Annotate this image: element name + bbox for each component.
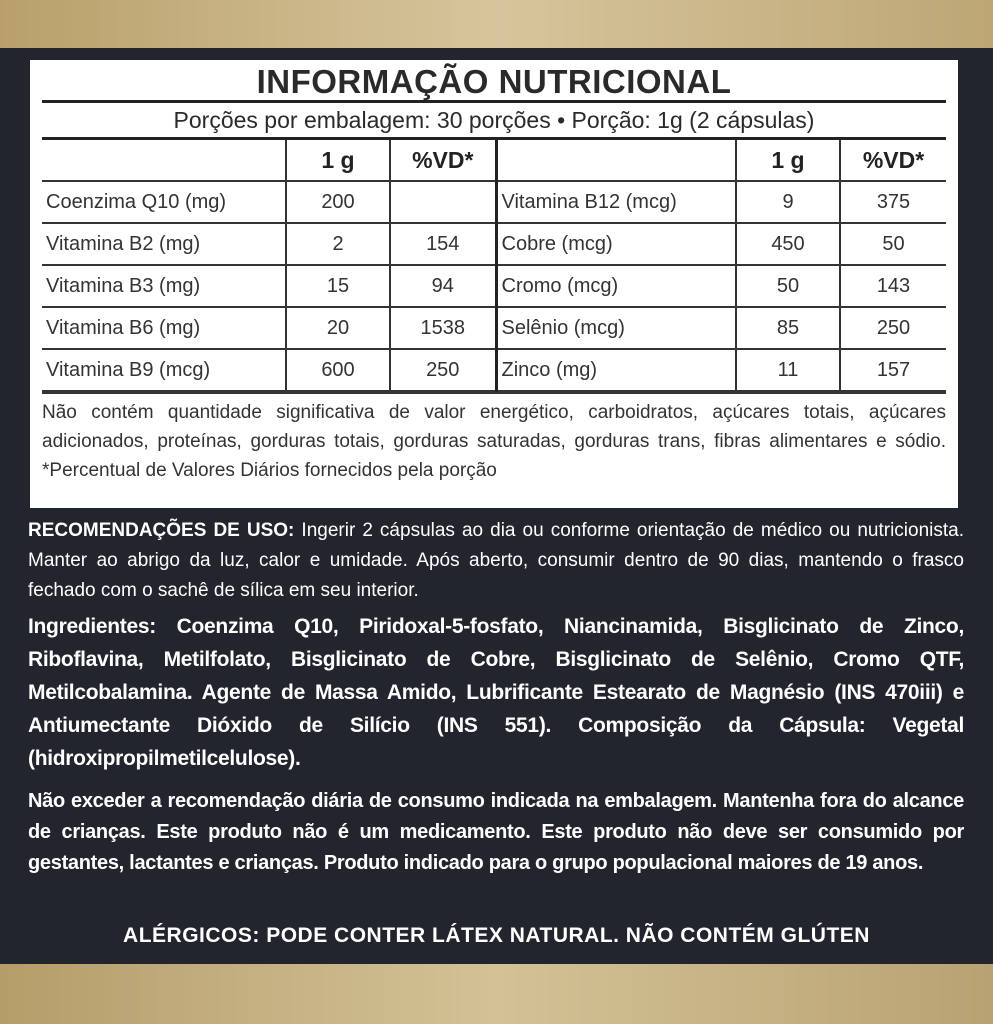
table-row	[42, 265, 946, 307]
usage-recommendations	[28, 516, 964, 606]
table-row	[42, 349, 946, 391]
nutrient-name: Vitamina B2 (mg)	[42, 223, 286, 265]
nutrient-name: Selênio (mcg)	[496, 307, 736, 349]
nutrient-vd: 250	[840, 307, 946, 349]
nutrition-table	[42, 137, 946, 392]
nutrient-vd: 375	[840, 181, 946, 223]
nutrient-name: Vitamina B9 (mcg)	[42, 349, 286, 391]
table-header-row	[42, 139, 946, 182]
gold-band-bottom	[0, 964, 993, 1024]
portion-info: Porções por embalagem: 30 porções • Porção: 1g (2 cápsulas)	[173, 107, 815, 133]
label-title: INFORMAÇÃO NUTRICIONAL	[256, 63, 732, 100]
header-blank-left	[42, 139, 286, 182]
nutrient-name: Vitamina B3 (mg)	[42, 265, 286, 307]
nutrient-vd: 143	[840, 265, 946, 307]
nutrient-vd: 154	[390, 223, 496, 265]
gold-band-top	[0, 0, 993, 48]
nutrient-amount: 85	[736, 307, 840, 349]
ingredients-text: Ingredientes: Coenzima Q10, Piridoxal-5-fosfato, Niancinamida, Bisglicinato de Zinco, Riboflavina, Metilfolato, Bisglicinato de Cobre, Bisglicinato de Selênio, Cromo QTF, Metilcobalamina. Agente de Massa Amido, Lubrificante Estearato de Magnésio (INS 470iii) e Antiumectante Dióxido de Silício (INS 551). Composição da Cápsula: Vegetal (hidroxipropilmetilcelulose).	[28, 615, 964, 770]
nutrition-label	[30, 60, 958, 508]
nutrient-amount: 11	[736, 349, 840, 391]
table-row	[42, 307, 946, 349]
header-amount-right: 1 g	[736, 139, 840, 182]
nutrient-vd: 250	[390, 349, 496, 391]
header-amount-left: 1 g	[286, 139, 390, 182]
nutrient-vd: 157	[840, 349, 946, 391]
nutrient-amount: 450	[736, 223, 840, 265]
nutrient-name: Zinco (mg)	[496, 349, 736, 391]
nutrient-name: Cobre (mcg)	[496, 223, 736, 265]
nutrient-name: Cromo (mcg)	[496, 265, 736, 307]
nutrient-vd	[390, 181, 496, 223]
nutrient-amount: 9	[736, 181, 840, 223]
header-vd-right: %VD*	[840, 139, 946, 182]
nutrient-name: Vitamina B6 (mg)	[42, 307, 286, 349]
recommendations-text: Ingerir 2 cápsulas ao dia ou conforme orientação de médico ou nutricionista. Manter ao abrigo da luz, calor e umidade. Após aberto, consumir dentro de 90 dias, mantendo o frasco fechado com o sachê de sílica em seu interior.	[28, 520, 964, 601]
allergen-notice: ALÉRGICOS: PODE CONTER LÁTEX NATURAL. NÃO CONTÉM GLÚTEN	[123, 924, 870, 947]
nutrient-vd: 50	[840, 223, 946, 265]
nutrient-vd: 94	[390, 265, 496, 307]
recommendations-heading: RECOMENDAÇÕES DE USO:	[28, 520, 295, 541]
nutrient-vd: 1538	[390, 307, 496, 349]
nutrient-amount: 15	[286, 265, 390, 307]
nutrient-name: Vitamina B12 (mcg)	[496, 181, 736, 223]
nutrient-name: Coenzima Q10 (mg)	[42, 181, 286, 223]
label-footnote: Não contém quantidade significativa de valor energético, carboidratos, açúcares totais, açúcares adicionados, proteínas, gorduras totais, gorduras saturadas, gorduras trans, fibras alimentares e sódio. *Percentual de Valores Diários fornecidos pela porção	[42, 392, 946, 485]
header-vd-left: %VD*	[390, 139, 496, 182]
nutrient-amount: 20	[286, 307, 390, 349]
warning-text: Não exceder a recomendação diária de consumo indicada na embalagem. Mantenha fora do alcance de crianças. Este produto não é um medicamento. Este produto não deve ser consumido por gestantes, lactantes e crianças. Produto indicado para o grupo populacional maiores de 19 anos.	[28, 790, 964, 874]
table-row	[42, 181, 946, 223]
table-row	[42, 223, 946, 265]
header-blank-right	[496, 139, 736, 182]
nutrient-amount: 200	[286, 181, 390, 223]
nutrient-amount: 50	[736, 265, 840, 307]
nutrient-amount: 600	[286, 349, 390, 391]
nutrient-amount: 2	[286, 223, 390, 265]
